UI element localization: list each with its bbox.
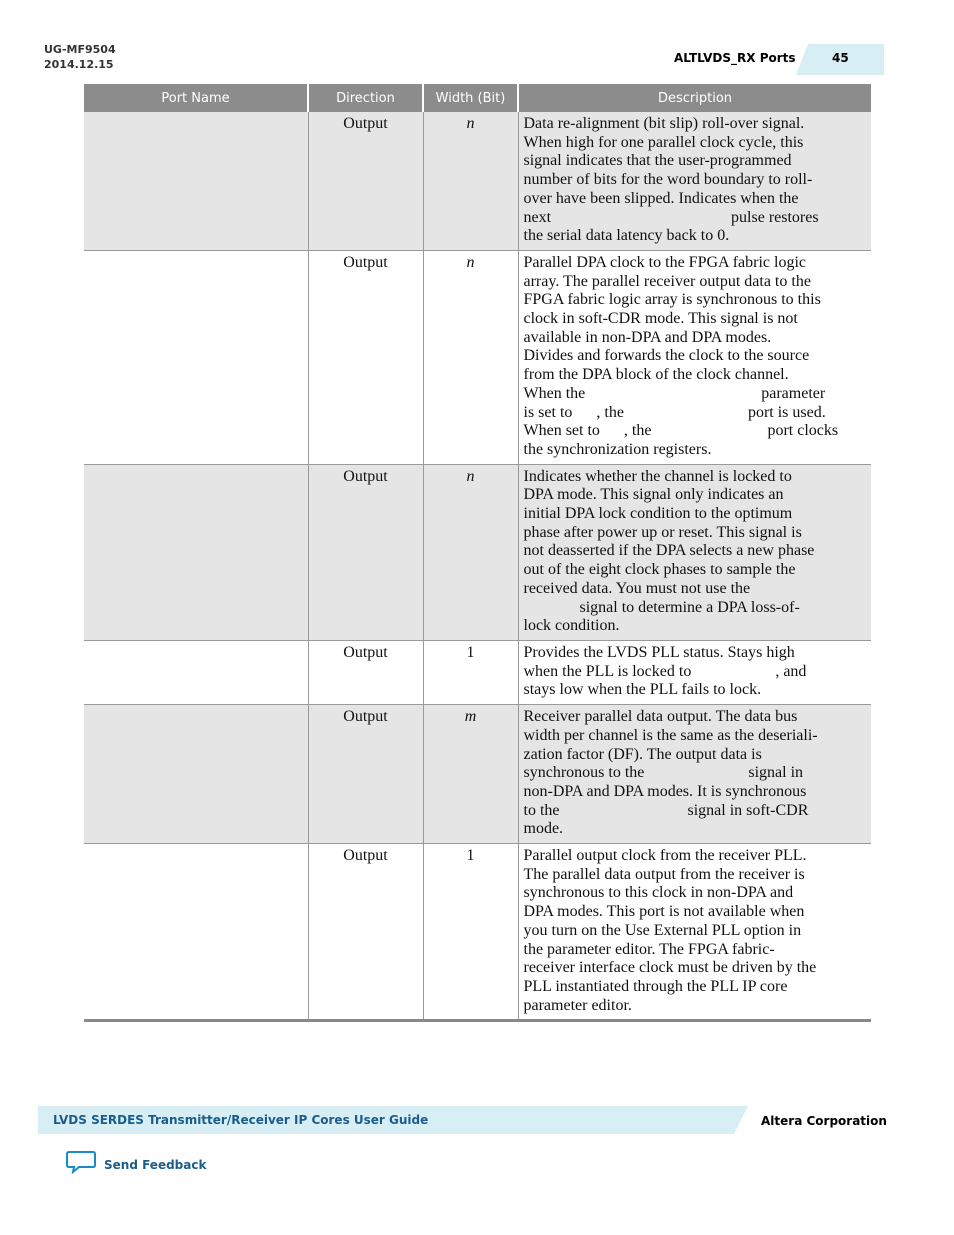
- column-header-direction: Direction: [308, 84, 423, 112]
- description-line: synchronous to this clock in non-DPA and: [523, 884, 794, 902]
- description-line: the parameter editor. The FPGA fabric-: [523, 940, 775, 958]
- cell-direction: Output: [308, 112, 423, 250]
- description-line: initial DPA lock condition to the optimum: [523, 505, 793, 523]
- description-line: Indicates whether the channel is locked to: [523, 467, 792, 485]
- column-header-width: Width (Bit): [423, 84, 518, 112]
- description-line: not deasserted if the DPA selects a new phase: [523, 542, 815, 560]
- description-line: PLL instantiated through the PLL IP core: [523, 977, 788, 995]
- description-line: signal indicates that the user-programmed: [523, 152, 792, 170]
- description-line: When high for one parallel clock cycle, this: [523, 133, 804, 151]
- cell-port-name: [84, 640, 308, 704]
- cell-direction: Output: [308, 640, 423, 704]
- description-line: is set to , the port is used.: [523, 403, 826, 421]
- description-line: DPA mode. This signal only indicates an: [523, 486, 784, 504]
- description-line: Provides the LVDS PLL status. Stays high: [523, 643, 795, 661]
- description-line: from the DPA block of the clock channel.: [523, 366, 789, 384]
- cell-description: [518, 250, 871, 464]
- description-line: the serial data latency back to 0.: [523, 227, 730, 245]
- description-line: mode.: [523, 820, 564, 838]
- description-line: receiver interface clock must be driven by the: [523, 959, 817, 977]
- cell-description: [518, 640, 871, 704]
- section-title: ALTLVDS_RX Ports: [674, 51, 796, 65]
- table-row: [84, 112, 871, 250]
- description-line: out of the eight clock phases to sample the: [523, 561, 796, 579]
- description-line: next pulse restores: [523, 208, 819, 226]
- cell-width: 1: [423, 640, 518, 704]
- description-line: to the signal in soft-CDR: [523, 801, 809, 819]
- column-header-port-name: Port Name: [84, 84, 308, 112]
- cell-width: n: [423, 112, 518, 250]
- cell-width: 1: [423, 844, 518, 1021]
- speech-bubble-icon: [66, 1150, 96, 1179]
- description-line: Divides and forwards the clock to the source: [523, 347, 810, 365]
- description-line: received data. You must not use the: [523, 579, 751, 597]
- description-line: you turn on the Use External PLL option in: [523, 921, 802, 939]
- send-feedback-link[interactable]: [66, 1150, 206, 1179]
- description-line: When the parameter: [523, 384, 826, 402]
- document-id: [44, 42, 116, 72]
- description-line: when the PLL is locked to , and: [523, 662, 807, 680]
- cell-width: n: [423, 464, 518, 640]
- ports-table: [84, 84, 871, 1022]
- cell-port-name: [84, 250, 308, 464]
- cell-width: n: [423, 250, 518, 464]
- description-line: the synchronization registers.: [523, 440, 712, 458]
- cell-direction: Output: [308, 844, 423, 1021]
- description-line: array. The parallel receiver output data to the: [523, 272, 811, 290]
- cell-description: [518, 464, 871, 640]
- cell-port-name: [84, 705, 308, 844]
- description-line: number of bits for the word boundary to roll-: [523, 171, 813, 189]
- table-row: [84, 250, 871, 464]
- table-header-row: [84, 84, 871, 112]
- column-header-description: Description: [518, 84, 871, 112]
- send-feedback-label[interactable]: Send Feedback: [104, 1157, 207, 1172]
- description-line: Parallel output clock from the receiver PLL.: [523, 847, 807, 865]
- description-line: parameter editor.: [523, 996, 632, 1014]
- description-line: available in non-DPA and DPA modes.: [523, 328, 772, 346]
- cell-direction: Output: [308, 464, 423, 640]
- description-line: non-DPA and DPA modes. It is synchronous: [523, 782, 807, 800]
- cell-description: [518, 112, 871, 250]
- page-number: 45: [832, 51, 849, 65]
- table-row: [84, 464, 871, 640]
- description-line: Data re-alignment (bit slip) roll-over signal.: [523, 115, 805, 132]
- description-line: FPGA fabric logic array is synchronous to this: [523, 291, 821, 309]
- description-line: The parallel data output from the receiver is: [523, 865, 805, 883]
- description-line: over have been slipped. Indicates when the: [523, 189, 799, 207]
- table-row: [84, 640, 871, 704]
- cell-port-name: [84, 464, 308, 640]
- doc-date: 2014.12.15: [44, 58, 114, 71]
- cell-port-name: [84, 844, 308, 1021]
- description-line: Receiver parallel data output. The data bus: [523, 708, 798, 726]
- description-line: clock in soft-CDR mode. This signal is not: [523, 310, 798, 328]
- description-line: width per channel is the same as the deseriali-: [523, 726, 818, 744]
- description-line: lock condition.: [523, 617, 620, 635]
- guide-title: LVDS SERDES Transmitter/Receiver IP Cores User Guide: [53, 1113, 429, 1127]
- table-row: [84, 705, 871, 844]
- description-line: stays low when the PLL fails to lock.: [523, 681, 762, 699]
- description-line: synchronous to the signal in: [523, 764, 804, 782]
- description-line: Parallel DPA clock to the FPGA fabric logic: [523, 253, 806, 271]
- description-line: phase after power up or reset. This signal is: [523, 523, 802, 541]
- cell-direction: Output: [308, 705, 423, 844]
- description-line: DPA modes. This port is not available when: [523, 903, 805, 921]
- cell-description: [518, 705, 871, 844]
- company-name: Altera Corporation: [761, 1114, 887, 1128]
- cell-direction: Output: [308, 250, 423, 464]
- table-row: [84, 844, 871, 1021]
- table-body: [84, 112, 871, 1021]
- description-line: When set to , the port clocks: [523, 422, 839, 440]
- doc-number: UG-MF9504: [44, 43, 116, 56]
- cell-description: [518, 844, 871, 1021]
- description-line: zation factor (DF). The output data is: [523, 745, 762, 763]
- cell-width: m: [423, 705, 518, 844]
- description-line: signal to determine a DPA loss-of-: [523, 598, 800, 616]
- cell-port-name: [84, 112, 308, 250]
